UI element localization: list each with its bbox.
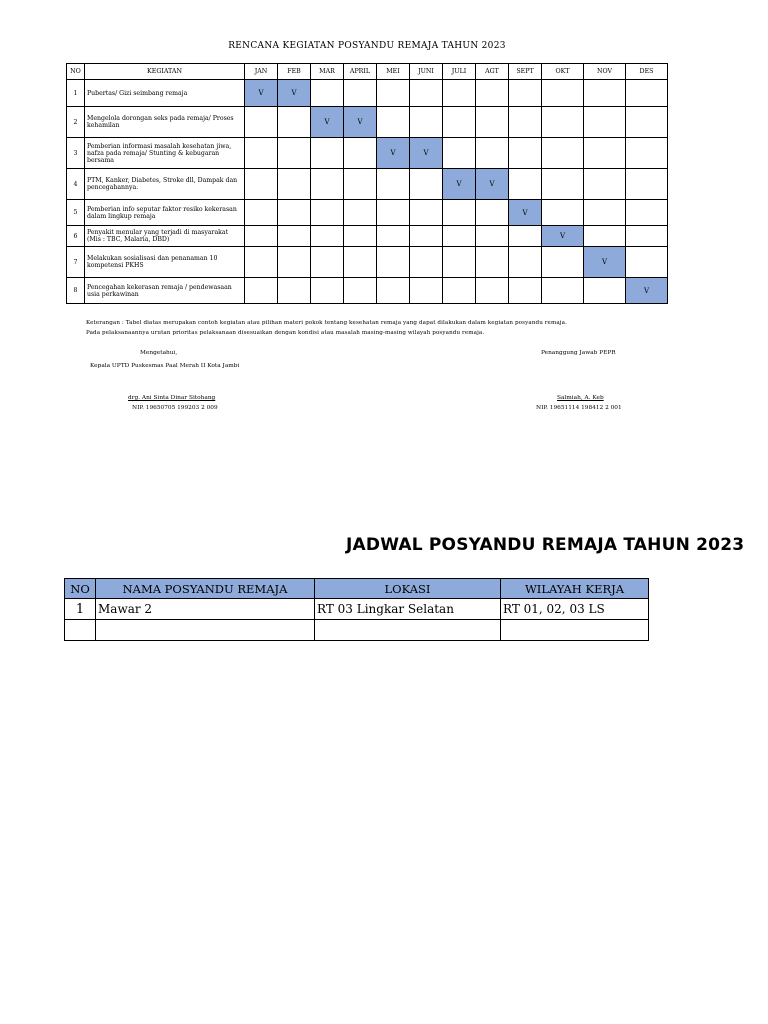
schedule-row [65, 620, 649, 641]
plan-row-activity: Melakukan sosialisasi dan penanaman 10 kompetensi PKHS [85, 247, 245, 278]
month-empty-cell [509, 107, 542, 138]
month-empty-cell [245, 226, 278, 247]
month-empty-cell [443, 226, 476, 247]
month-empty-cell [311, 278, 344, 304]
schedule-name [96, 620, 315, 641]
month-empty-cell [509, 138, 542, 169]
plan-row-no: 6 [67, 226, 85, 247]
month-empty-cell [410, 200, 443, 226]
activity-plan-table [66, 63, 668, 304]
month-empty-cell [626, 138, 668, 169]
schedule-no: 1 [65, 599, 96, 620]
plan-row-activity: Pemberian informasi masalah kesehatan jiwa, nafza pada remaja/ Stunting & kebugaran bersama [85, 138, 245, 169]
plan-title: RENCANA KEGIATAN POSYANDU REMAJA TAHUN 2023 [228, 41, 506, 51]
month-empty-cell [311, 138, 344, 169]
month-empty-cell [542, 80, 584, 107]
plan-row [67, 107, 668, 138]
month-empty-cell [311, 169, 344, 200]
month-empty-cell [626, 247, 668, 278]
header-month: MEI [377, 64, 410, 80]
month-empty-cell [410, 80, 443, 107]
month-check-cell: V [377, 138, 410, 169]
month-check-cell: V [245, 80, 278, 107]
header-month: OKT [542, 64, 584, 80]
signature-right-nip: NIP. 19651114 198412 2 001 [536, 405, 622, 411]
schedule-no [65, 620, 96, 641]
month-empty-cell [542, 169, 584, 200]
header-month: JAN [245, 64, 278, 80]
header-month: APRIL [344, 64, 377, 80]
month-check-cell: V [278, 80, 311, 107]
plan-row [67, 226, 668, 247]
month-empty-cell [311, 247, 344, 278]
plan-row [67, 169, 668, 200]
month-empty-cell [476, 80, 509, 107]
schedule-title: JADWAL POSYANDU REMAJA TAHUN 2023 [346, 535, 745, 555]
month-empty-cell [245, 278, 278, 304]
plan-row [67, 200, 668, 226]
plan-row-activity: Pemberian info seputar faktor resiko kekerasan dalam lingkup remaja [85, 200, 245, 226]
month-empty-cell [278, 200, 311, 226]
plan-row [67, 247, 668, 278]
month-empty-cell [476, 278, 509, 304]
month-empty-cell [410, 278, 443, 304]
schedule-header-row [65, 579, 649, 599]
header-activity: KEGIATAN [85, 64, 245, 80]
month-empty-cell [278, 247, 311, 278]
month-check-cell: V [344, 107, 377, 138]
schedule-header: NAMA POSYANDU REMAJA [96, 579, 315, 599]
month-empty-cell [410, 226, 443, 247]
month-check-cell: V [542, 226, 584, 247]
header-month: SEPT [509, 64, 542, 80]
signature-left-name: drg. Ani Sinta Dinar Sitohang [128, 395, 216, 401]
month-empty-cell [410, 107, 443, 138]
month-empty-cell [584, 138, 626, 169]
month-empty-cell [377, 80, 410, 107]
month-empty-cell [584, 226, 626, 247]
note-line: Keterangan : Tabel diatas merupakan contoh kegiatan atau pilihan materi pokok tentang kesehatan remaja yang dapat dilakukan dalam kegiatan posyandu remaja. [86, 320, 567, 326]
month-empty-cell [443, 138, 476, 169]
month-empty-cell [344, 200, 377, 226]
plan-row-no: 5 [67, 200, 85, 226]
signature-left-nip: NIP. 19650705 199203 2 009 [132, 405, 218, 411]
schedule-header: WILAYAH KERJA [501, 579, 649, 599]
month-empty-cell [584, 278, 626, 304]
month-empty-cell [344, 169, 377, 200]
schedule-header: LOKASI [315, 579, 501, 599]
plan-row [67, 80, 668, 107]
month-empty-cell [509, 80, 542, 107]
month-empty-cell [377, 247, 410, 278]
month-empty-cell [509, 278, 542, 304]
month-check-cell: V [476, 169, 509, 200]
month-empty-cell [377, 226, 410, 247]
schedule-header: NO [65, 579, 96, 599]
month-empty-cell [476, 138, 509, 169]
month-check-cell: V [509, 200, 542, 226]
month-empty-cell [626, 200, 668, 226]
month-empty-cell [410, 169, 443, 200]
month-empty-cell [584, 107, 626, 138]
month-empty-cell [509, 226, 542, 247]
schedule-area: RT 01, 02, 03 LS [501, 599, 649, 620]
month-empty-cell [443, 278, 476, 304]
month-empty-cell [542, 138, 584, 169]
month-empty-cell [443, 80, 476, 107]
schedule-row [65, 599, 649, 620]
month-empty-cell [626, 80, 668, 107]
month-empty-cell [443, 247, 476, 278]
plan-row-activity: Pubertas/ Gizi seimbang remaja [85, 80, 245, 107]
month-empty-cell [344, 226, 377, 247]
month-empty-cell [476, 200, 509, 226]
month-empty-cell [278, 278, 311, 304]
month-empty-cell [278, 138, 311, 169]
month-empty-cell [245, 247, 278, 278]
plan-row-no: 4 [67, 169, 85, 200]
plan-row-activity: PTM, Kanker, Diabetes, Stroke dll, Dampak dan pencegahannya. [85, 169, 245, 200]
month-check-cell: V [311, 107, 344, 138]
month-empty-cell [245, 138, 278, 169]
month-empty-cell [377, 169, 410, 200]
month-empty-cell [476, 226, 509, 247]
month-empty-cell [542, 107, 584, 138]
signature-left-title: Kepala UPTD Puskesmas Paal Merah II Kota Jambi [90, 363, 240, 369]
month-empty-cell [509, 247, 542, 278]
signature-right-name: Salmiah, A. Keb [557, 395, 604, 401]
plan-row-activity: Pencegahan kekerasan remaja / pendewasaan usia perkawinan [85, 278, 245, 304]
schedule-name: Mawar 2 [96, 599, 315, 620]
plan-row-no: 1 [67, 80, 85, 107]
plan-row-activity: Mengelola dorongan seks pada remaja/ Proses kehamilan [85, 107, 245, 138]
month-empty-cell [278, 226, 311, 247]
header-month: FEB [278, 64, 311, 80]
month-empty-cell [584, 80, 626, 107]
signature-left-caption: Mengetahui, [140, 350, 178, 356]
month-empty-cell [377, 278, 410, 304]
header-month: JUNI [410, 64, 443, 80]
month-empty-cell [278, 107, 311, 138]
month-empty-cell [542, 247, 584, 278]
month-empty-cell [311, 226, 344, 247]
note-line: Pada pelaksanaannya urutan prioritas pelaksanaan disesuaikan dengan kondisi atau masalah masing-masing wilayah posyandu remaja. [86, 330, 485, 336]
month-empty-cell [344, 80, 377, 107]
schedule-table [64, 578, 649, 641]
month-empty-cell [377, 107, 410, 138]
header-month: AGT [476, 64, 509, 80]
schedule-location [315, 620, 501, 641]
month-empty-cell [245, 200, 278, 226]
month-empty-cell [584, 200, 626, 226]
month-empty-cell [377, 200, 410, 226]
plan-row-no: 8 [67, 278, 85, 304]
month-empty-cell [344, 138, 377, 169]
plan-row-activity: Penyakit menular yang terjadi di masyarakat (Mis : TBC, Malaria, DBD) [85, 226, 245, 247]
month-empty-cell [410, 247, 443, 278]
month-check-cell: V [584, 247, 626, 278]
month-empty-cell [344, 247, 377, 278]
month-check-cell: V [443, 169, 476, 200]
month-empty-cell [476, 107, 509, 138]
plan-row-no: 2 [67, 107, 85, 138]
header-month: DES [626, 64, 668, 80]
schedule-area [501, 620, 649, 641]
month-empty-cell [542, 200, 584, 226]
header-month: MAR [311, 64, 344, 80]
month-empty-cell [245, 169, 278, 200]
month-empty-cell [278, 169, 311, 200]
month-empty-cell [509, 169, 542, 200]
month-empty-cell [476, 247, 509, 278]
plan-row-no: 3 [67, 138, 85, 169]
month-empty-cell [626, 169, 668, 200]
plan-row [67, 138, 668, 169]
month-check-cell: V [626, 278, 668, 304]
month-empty-cell [584, 169, 626, 200]
plan-row-no: 7 [67, 247, 85, 278]
month-empty-cell [542, 278, 584, 304]
month-empty-cell [443, 107, 476, 138]
month-check-cell: V [410, 138, 443, 169]
plan-row [67, 278, 668, 304]
plan-header-row [67, 64, 668, 80]
month-empty-cell [344, 278, 377, 304]
header-no: NO [67, 64, 85, 80]
month-empty-cell [311, 200, 344, 226]
month-empty-cell [245, 107, 278, 138]
month-empty-cell [311, 80, 344, 107]
header-month: NOV [584, 64, 626, 80]
month-empty-cell [443, 200, 476, 226]
signature-right-title: Penanggung Jawab PEPR [541, 350, 616, 356]
month-empty-cell [626, 107, 668, 138]
header-month: JULI [443, 64, 476, 80]
schedule-location: RT 03 Lingkar Selatan [315, 599, 501, 620]
month-empty-cell [626, 226, 668, 247]
